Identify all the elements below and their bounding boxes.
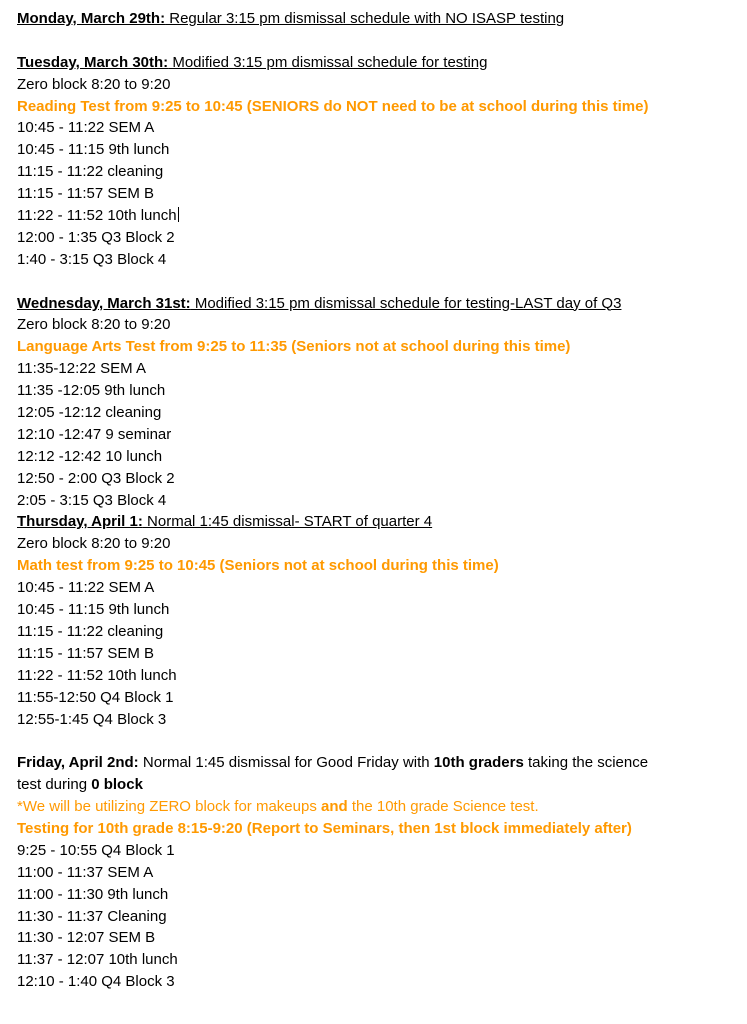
thursday-zero-block: Zero block 8:20 to 9:20 [17,535,171,553]
schedule-item: 1:40 - 3:15 Q3 Block 4 [17,250,167,268]
monday-desc: Regular 3:15 pm dismissal schedule with NO ISASP testing [165,10,565,27]
wednesday-title: Wednesday, March 31st: [17,294,191,312]
friday-desc-b: taking the science [523,754,649,772]
friday-header [17,752,747,774]
schedule-item-with-cursor[interactable] [17,205,747,227]
schedule-item: 11:00 - 11:30 9th lunch [17,885,169,903]
schedule-item: 11:15 - 11:22 cleaning [17,622,164,640]
schedule-item: 12:10 - 1:40 Q4 Block 3 [17,973,175,991]
text-cursor [178,207,179,222]
schedule-item: 12:10 -12:47 9 seminar [17,425,172,443]
schedule-item: 9:25 - 10:55 Q4 Block 1 [17,841,175,859]
schedule-item: 11:15 - 11:22 cleaning [17,163,164,181]
schedule-item: 11:30 - 12:07 SEM B [17,929,156,947]
friday-test: Testing for 10th grade 8:15-9:20 (Report to Seminars, then 1st block immediately after) [17,819,632,837]
schedule-item: 12:50 - 2:00 Q3 Block 2 [17,469,175,487]
spacer [17,730,747,752]
friday-note-a: *We will be utilizing ZERO block for makeups [17,798,321,816]
schedule-item: 11:55-12:50 Q4 Block 1 [17,688,174,706]
schedule-item: 11:30 - 11:37 Cleaning [17,907,167,925]
friday-desc-line2: test during [17,776,92,794]
spacer [17,30,747,52]
friday-title: Friday, April 2nd: [17,754,139,772]
schedule-item: 11:15 - 11:57 SEM B [17,185,155,203]
schedule-item-text: 11:22 - 11:52 10th lunch [17,207,177,225]
tuesday-title: Tuesday, March 30th: [17,53,169,71]
schedule-item: 10:45 - 11:22 SEM A [17,119,155,137]
wednesday-header [17,293,747,315]
thursday-desc: Normal 1:45 dismissal- START of quarter 4 [142,513,433,531]
tuesday-header [17,52,747,74]
friday-note-b: the 10th grade Science test. [347,798,539,816]
friday-desc-a: Normal 1:45 dismissal for Good Friday with [138,754,434,772]
schedule-item: 10:45 - 11:15 9th lunch [17,601,170,619]
schedule-item: 12:05 -12:12 cleaning [17,404,162,422]
spacer [17,271,747,293]
schedule-item: 12:55-1:45 Q4 Block 3 [17,710,167,728]
schedule-item: 12:00 - 1:35 Q3 Block 2 [17,228,175,246]
tuesday-desc: Modified 3:15 pm dismissal schedule for testing [168,53,488,71]
schedule-item: 2:05 - 3:15 Q3 Block 4 [17,491,167,509]
wednesday-test: Language Arts Test from 9:25 to 11:35 (Seniors not at school during this time) [17,338,571,356]
friday-note [17,796,747,818]
schedule-item: 11:37 - 12:07 10th lunch [17,951,178,969]
schedule-item: 11:22 - 11:52 10th lunch [17,666,177,684]
schedule-item: 10:45 - 11:15 9th lunch [17,141,170,159]
schedule-item: 12:12 -12:42 10 lunch [17,447,163,465]
friday-note-bold: and [321,798,348,816]
schedule-item: 10:45 - 11:22 SEM A [17,579,155,597]
friday-header-cont [17,774,747,796]
wednesday-zero-block: Zero block 8:20 to 9:20 [17,316,171,334]
thursday-header [17,511,747,533]
wednesday-desc: Modified 3:15 pm dismissal schedule for testing-LAST day of Q3 [190,294,622,312]
thursday-title: Thursday, April 1: [17,513,143,531]
schedule-item: 11:15 - 11:57 SEM B [17,644,155,662]
friday-desc-bold: 10th graders [433,754,524,772]
schedule-item: 11:35 -12:05 9th lunch [17,382,166,400]
monday-title: Monday, March 29th: [17,10,166,27]
friday-desc-line2-bold: 0 block [91,776,143,794]
schedule-item: 11:00 - 11:37 SEM A [17,863,154,881]
schedule-item: 11:35-12:22 SEM A [17,360,146,378]
thursday-test: Math test from 9:25 to 10:45 (Seniors not at school during this time) [17,557,499,575]
monday-header [17,8,747,30]
tuesday-test: Reading Test from 9:25 to 10:45 (SENIORS do NOT need to be at school during this time) [17,97,649,115]
tuesday-zero-block: Zero block 8:20 to 9:20 [17,75,171,93]
